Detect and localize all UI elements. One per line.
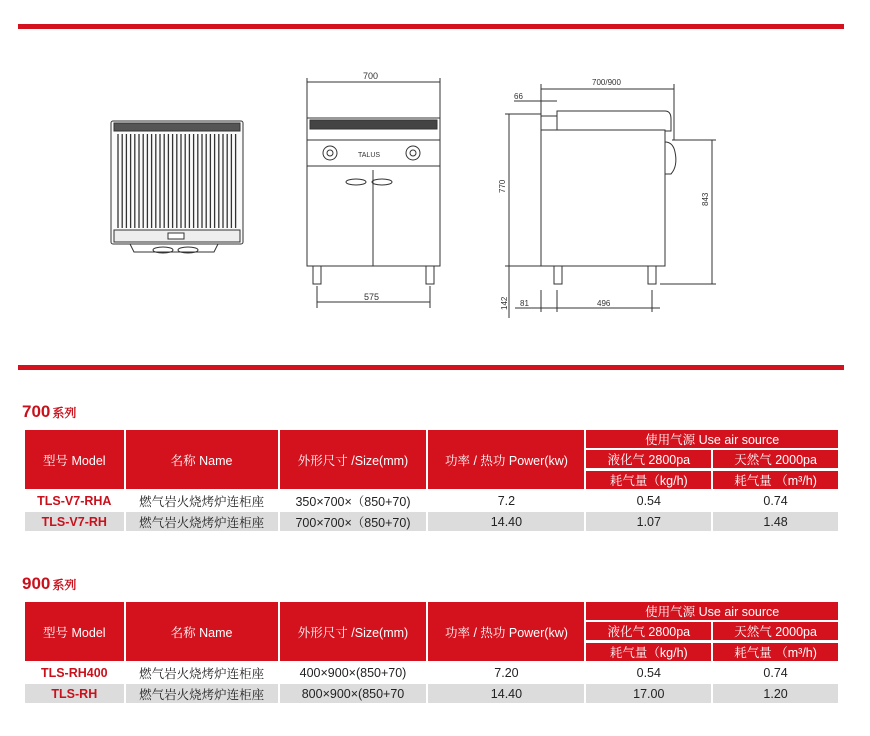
front-width-label: 700 bbox=[363, 71, 379, 81]
header-size: 外形尺寸 /Size(mm) bbox=[280, 602, 427, 661]
side-front-label: 81 bbox=[520, 299, 529, 308]
cell-power: 7.2 bbox=[497, 493, 516, 508]
cell-name: 燃气岩火烧烤炉连柜座 bbox=[126, 684, 278, 703]
table-row bbox=[25, 491, 838, 510]
cell-power: 7.20 bbox=[494, 665, 519, 680]
cell-lpg: 0.54 bbox=[636, 665, 661, 680]
cell-lpg: 17.00 bbox=[586, 684, 711, 703]
series-title-900 bbox=[22, 574, 76, 594]
series-number: 900 bbox=[22, 574, 51, 593]
header-lpg: 液化气 2800pa bbox=[586, 450, 711, 469]
cell-size: 800×900×(850+70 bbox=[280, 684, 427, 703]
header-model: 型号 Model bbox=[25, 430, 124, 489]
front-view bbox=[307, 71, 440, 308]
middle-rule bbox=[18, 365, 844, 370]
cell-name: 燃气岩火烧烤炉连柜座 bbox=[126, 512, 278, 531]
cell-power: 14.40 bbox=[428, 684, 584, 703]
header-lpg: 液化气 2800pa bbox=[586, 622, 711, 641]
total-height-label: 843 bbox=[701, 192, 710, 206]
leg-height-label: 142 bbox=[500, 296, 509, 310]
header-power: 功率 / 热功 Power(kw) bbox=[428, 602, 584, 661]
series-label: 系列 bbox=[52, 406, 77, 420]
side-view bbox=[498, 78, 716, 318]
header-ng-unit: 耗气量 （m³/h) bbox=[713, 471, 838, 489]
side-depth-label: 700/900 bbox=[592, 78, 621, 87]
brand-label: TALUS bbox=[358, 152, 381, 159]
series-number: 700 bbox=[22, 402, 51, 421]
top-view bbox=[111, 121, 243, 253]
top-rule bbox=[18, 24, 844, 29]
header-ng: 天然气 2000pa bbox=[713, 450, 838, 469]
cell-lpg: 1.07 bbox=[586, 512, 711, 531]
header-model: 型号 Model bbox=[25, 602, 124, 661]
cell-lpg: 0.54 bbox=[636, 493, 661, 508]
header-size: 外形尺寸 /Size(mm) bbox=[280, 430, 427, 489]
front-inner-label: 575 bbox=[364, 292, 380, 302]
cell-ng: 0.74 bbox=[763, 665, 788, 680]
side-offset-label: 66 bbox=[514, 92, 523, 101]
technical-drawing bbox=[0, 60, 870, 330]
cell-power: 14.40 bbox=[428, 512, 584, 531]
cell-size: 700×700×（850+70) bbox=[280, 512, 427, 531]
cell-size: 400×900×(850+70) bbox=[299, 665, 407, 680]
series-title-700 bbox=[22, 402, 76, 422]
table-row bbox=[25, 512, 838, 531]
header-ng: 天然气 2000pa bbox=[713, 622, 838, 641]
cell-name: 燃气岩火烧烤炉连柜座 bbox=[139, 494, 265, 509]
header-lpg-unit: 耗气量（kg/h) bbox=[586, 643, 711, 661]
header-gas: 使用气源 Use air source bbox=[586, 602, 838, 620]
cell-model: TLS-V7-RH bbox=[25, 512, 124, 531]
spec-table-700 bbox=[23, 428, 840, 533]
series-label: 系列 bbox=[52, 578, 77, 592]
spec-table-900 bbox=[23, 600, 840, 705]
cell-name: 燃气岩火烧烤炉连柜座 bbox=[139, 666, 265, 681]
cell-size: 350×700×（850+70) bbox=[295, 494, 411, 509]
cell-ng: 0.74 bbox=[763, 493, 788, 508]
header-power: 功率 / 热功 Power(kw) bbox=[428, 430, 584, 489]
cell-model: TLS-V7-RHA bbox=[37, 493, 112, 508]
cell-model: TLS-RH400 bbox=[40, 665, 108, 680]
cell-ng: 1.48 bbox=[713, 512, 838, 531]
header-ng-unit: 耗气量 （m³/h) bbox=[713, 643, 838, 661]
header-name: 名称 Name bbox=[126, 430, 278, 489]
header-gas: 使用气源 Use air source bbox=[586, 430, 838, 448]
header-name: 名称 Name bbox=[126, 602, 278, 661]
cell-model: TLS-RH bbox=[25, 684, 124, 703]
body-height-label: 770 bbox=[498, 179, 507, 193]
header-lpg-unit: 耗气量（kg/h) bbox=[586, 471, 711, 489]
table-row bbox=[25, 663, 838, 682]
side-legspan-label: 496 bbox=[597, 299, 611, 308]
table-row bbox=[25, 684, 838, 703]
cell-ng: 1.20 bbox=[713, 684, 838, 703]
